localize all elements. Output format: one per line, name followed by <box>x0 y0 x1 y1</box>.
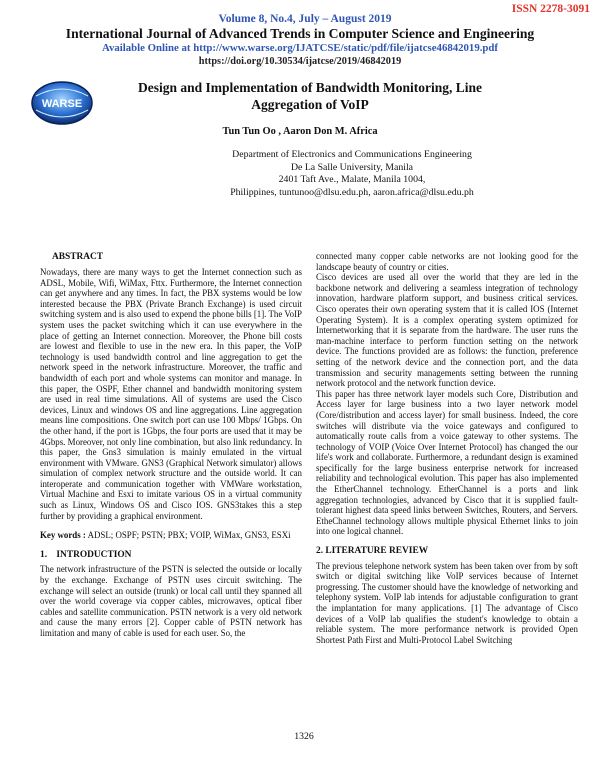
affiliation <box>52 149 600 199</box>
keywords-label: Key words : <box>40 530 86 541</box>
keywords <box>40 530 302 541</box>
right-paragraph-1: connected many copper cable networks are not looking good for the landscape beauty of country or cities. <box>316 251 578 272</box>
introduction-text: The network infrastructure of the PSTN is selected the outside or locally by the exchange. Exchange of PSTN uses circuit switching. The exchange will select an outside (trunk) or local call until they spanned all over the world coverage via copper cables, microwaves, optical fiber cables and satellite communication. PSTN network is a very old network and cause the many errors [2]. Copper cable of PSTN network has limitation and many of cable is used for each user. So, the <box>40 564 302 638</box>
authors: Tun Tun Oo , Aaron Don M. Africa <box>222 126 378 137</box>
right-paragraph-2: Cisco devices are used all over the world that they are led in the backbone network and delivering a seamless integration of technology innovation, hardware platform support, and business critical services. Cisco operates their own operating system that it is called IOS (Internet Operating System). It is a complex operating system optimized for Internetworking that it is separate from the hardware. The user runs the man-machine interface to perform function setting on the network device. The functions provided are as follows: the function, preference setting of the network device and the connection port, and the data transmission and security managements setting between the running network protocol and the network function device. <box>316 272 578 389</box>
abstract-heading: ABSTRACT <box>52 252 104 262</box>
paper-title <box>110 79 510 113</box>
paper-title-line2: Aggregation of VoIP <box>251 97 369 112</box>
availability-link[interactable]: Available Online at http://www.warse.org/IJATCSE/static/pdf/file/ijatcse46842019.pdf <box>101 42 499 54</box>
page-number: 1326 <box>294 731 314 742</box>
affiliation-line: De La Salle University, Manila <box>290 161 414 173</box>
journal-title: International Journal of Advanced Trends in Computer Science and Engineering <box>65 26 535 41</box>
affiliation-line: Philippines, tuntunoo@dlsu.edu.ph, aaron.africa@dlsu.edu.ph <box>230 186 474 198</box>
volume-info: Volume 8, No.4, July – August 2019 <box>218 13 392 25</box>
logo-text: WARSE <box>41 98 83 110</box>
literature-review-heading: 2. LITERATURE REVIEW <box>316 546 429 557</box>
keywords-text: ADSL; OSPF; PSTN; PBX; VOIP, WiMax, GNS3, ESXi <box>87 530 291 541</box>
affiliation-line: 2401 Taft Ave., Malate, Manila 1004, <box>278 174 426 185</box>
abstract-text: Nowadays, there are many ways to get the Internet connection such as ADSL, Mobile, Wifi, WiMax, Fttx. Furthermore, the Internet connection can get anywhere and any times. In fact, the PBX systems would be low interested because the PBX (Private Branch Exchange) is used circuit switching system and is also used to expend the phone bills [1]. The VoIP system uses the packet switching which it can use everywhere in the place of getting an Internet connection. Moreover, the Phone bill costs are lowest and flexible to use in the new era. In this paper, the VoIP technology is used bandwidth control and line aggregation to get the network speed in the network infrastructure. Moreover, the traffic and bandwidth of each port and whole systems can monitor and manage. In this paper, the OSPF, Ether channel and bandwidth monitoring system are used in real time simulations. All of systems are used the Cisco devices, Linux and windows OS and line aggregations. Line aggregation means line compositions. One switch port can use 100 Mbps/ 1Gbps. On the other hand, if the port is 1Gbps, the four ports are used that it may be 4Gbps. Moreover, not only line combination, but also link redundancy. In this paper, the Gns3 simulation is mainly emulated in the virtual environment with VMware. GNS3 (Graphical Network simulator) allows simulation of complex network structure and the outside world. It can interoperate and communication together with VMWare workstation, Virtual Machine and Esxi to imitate various OS in a virtual community such as Linux, Windows OS and Cisco IOS. GNS3takes this a step further by providing a graphical environment. <box>40 267 302 521</box>
issn-label: ISSN 2278-3091 <box>511 3 590 15</box>
paper-title-line1: Design and Implementation of Bandwidth Monitoring, Line <box>138 80 482 95</box>
right-column <box>316 251 578 645</box>
doi-link[interactable]: https://doi.org/10.30534/ijatcse/2019/46842019 <box>198 56 402 67</box>
right-paragraph-3: This paper has three network layer models such Core, Distribution and Access layer for large business into a two layer network model (Core/distribution and access layer) for small business. Indeed, the core switches will distribute via the voice gateways and configured to automatically route calls from a voice gateway to other systems. The technology of VOIP (Voice Over Internet Protocol) has changed the our life's work and collaborate. Furthermore, a redundant design is examined specifically for the large business enterprise network for increased reliability and technological evolution. This paper has also implemented the EtherChannel technology. EtherChannel is a ports and link aggregation technologies, advanced by Cisco that it is supplied fault-tolerant highest data speed links between Switches, Routers, and Servers. EtheChannel technology allows multiple physical Ethernet links to join into one logical channel. <box>316 388 578 537</box>
warse-logo <box>30 80 94 126</box>
literature-review-text: The previous telephone network system has been taken over from by soft switch or digital switching like VoIP services because of Internet progressing. The customer should have the knowledge of networking and telephony system. VoIP lab intends for adjustable configuration to grant the implantation for many applications. [1] The advantage of Cisco devices of a VoIP lab qualifies the student's knowledge to obtain a reliable system. The more performance network is provided Open Shortest Path First and Multi-Protocol Label Switching <box>316 560 578 645</box>
affiliation-line: Department of Electronics and Communications Engineering <box>232 149 472 160</box>
introduction-heading: 1. INTRODUCTION <box>40 549 132 560</box>
journal-header <box>0 13 600 68</box>
left-column <box>40 267 302 639</box>
